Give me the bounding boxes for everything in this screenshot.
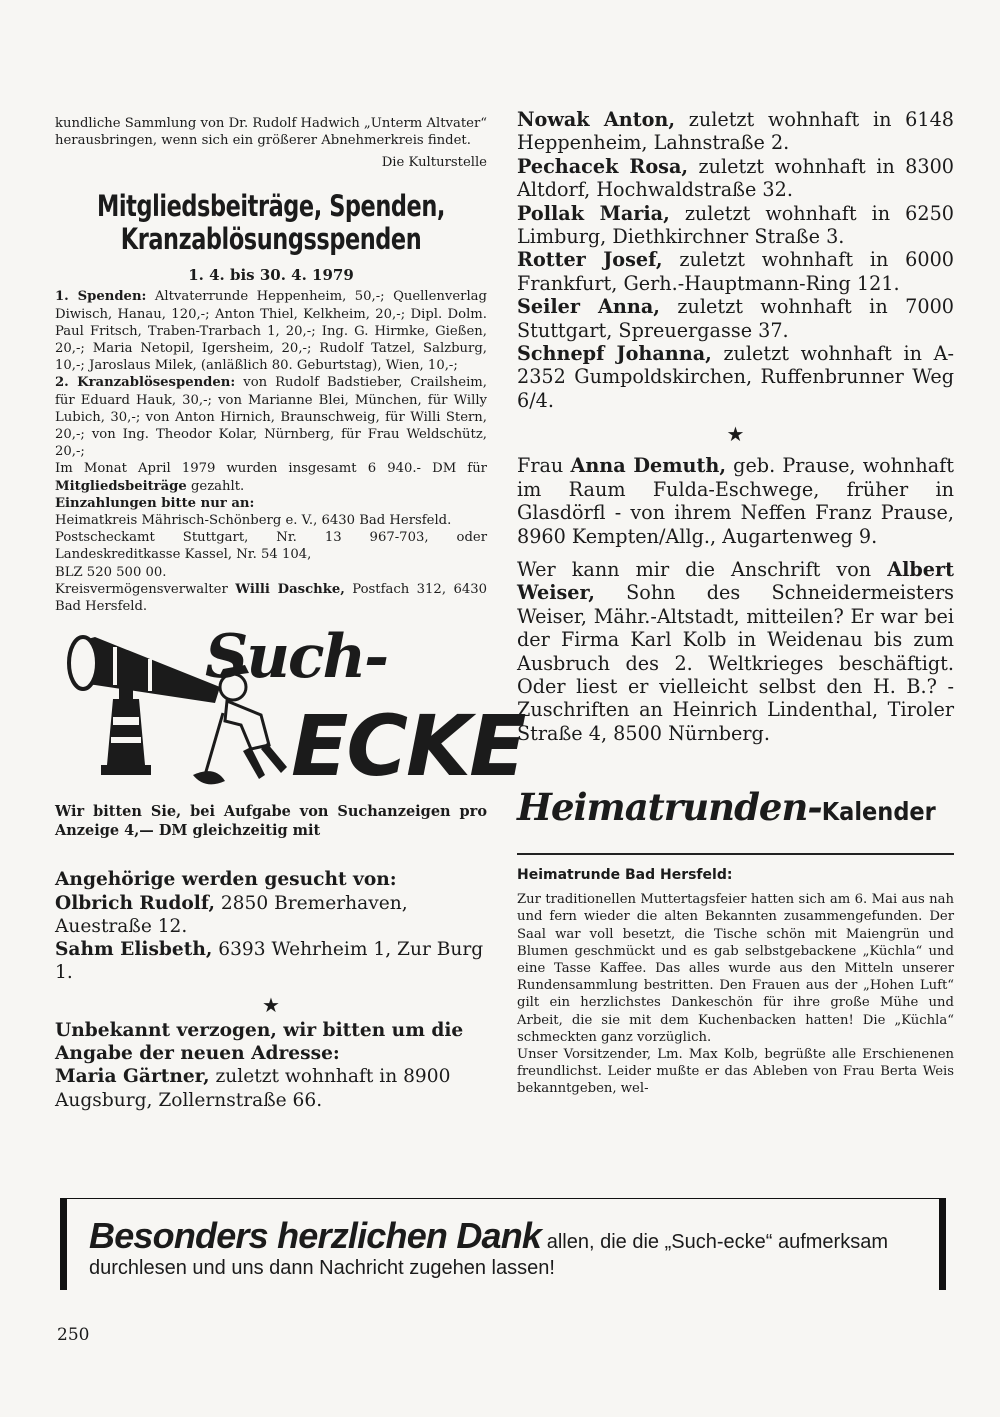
gesucht-entry-2 [55, 938, 487, 985]
gesucht-entry-1 [55, 892, 487, 939]
einz-line-2: Postscheckamt Stuttgart, Nr. 13 967-703, oder Landeskreditkasse Kassel, Nr. 54 104, [55, 530, 487, 563]
entry-text: zuletzt wohnhaft in 7000 Stuttgart, Spreuergasse 37. [517, 295, 954, 342]
thank-big: Besonders herzlichen Dank [89, 1215, 542, 1256]
kranz-text: von Rudolf Badstieber, Crailsheim, für Eduard Hauk, 30,-; von Marianne Blei, München, für Willy Lubich, 30,-; von Anton Hirnich, Braunschweig, für Willi Stern, 20,-; von Ing. Theodor Kolar, Nürnberg, für Frau Weldschütz, 20,-; [55, 375, 488, 460]
entry-name: Rotter Josef, [517, 248, 663, 272]
hersfeld-paragraph-1: Zur traditionellen Muttertagsfeier hatten sich am 6. Mai aus nah und fern wieder die alten Bekannten zusammengefunden. Der Saal war voll besetzt, die Tische schön mit Maiengrün und Blumen geschmückt und es gab selbstgebackene „Küchla“ und eine Tasse Kaffee. Das alles wurde aus den Mitteln unserer Rundensammlung bestritten. Den Frauen aus der „Hohen Luft“ gilt ein herzlichstes Dankeschön für ihre große Mühe und Arbeit, die sie mit dem Kuchenbacken hatten! Die „Küchla“ schmeckten ganz vorzüglich. [517, 892, 954, 1045]
spenden-paragraph [55, 288, 487, 374]
thank-rest: allen, die die „Such-ecke“ aufmerksam durchlesen und uns dann Nachricht zugehen lassen! [89, 1231, 888, 1279]
kalender-script: Heimatrunden- [517, 785, 822, 830]
person-entry-6 [517, 342, 954, 412]
kalender-block: Kalender [821, 797, 936, 827]
einz-line-1: Heimatkreis Mährisch-Schönberg e. V., 6430 Bad Hersfeld. [55, 513, 452, 529]
entry-name: Sahm Elisbeth, [55, 939, 213, 961]
entry-name: Maria Gärtner, [55, 1066, 210, 1088]
gesucht-block [55, 868, 487, 1112]
einzahlungen-heading: Einzahlungen bitte nur an: [55, 495, 255, 511]
signature: Die Kulturstelle [381, 155, 487, 171]
person-entry-4 [517, 248, 954, 295]
heimatrunde-subheading: Heimatrunde Bad Hersfeld: [517, 867, 733, 884]
weiser-paragraph [517, 558, 954, 745]
weiser-pre: Wer kann mir die Anschrift von [517, 557, 888, 581]
april-end: gezahlt. [186, 478, 245, 494]
einz-line-4 [55, 581, 487, 615]
unbekannt-heading: Unbekannt verzogen, wir bitten um die Angabe der neuen Adresse: [55, 1019, 464, 1065]
demuth-pre: Frau [517, 454, 571, 478]
entry-text: geb. Prause, wohnhaft im Raum Fulda-Eschwege, früher in Glasdörfl - von ihrem Neffen Franz Prause, 8960 Kempten/Allg., Augartenweg 9. [517, 454, 954, 548]
logo-block-text: ECKE [291, 697, 525, 796]
star-divider: ★ [262, 992, 280, 1017]
heading-line-1: Mitgliedsbeiträge, Spenden, [97, 189, 445, 224]
logo-illustration [55, 622, 525, 800]
person-entry-3 [517, 202, 954, 249]
unbekannt-entry-1 [55, 1065, 487, 1112]
einzahlungen-label [55, 495, 487, 512]
intro-text: kundliche Sammlung von Dr. Rudolf Hadwich „Unterm Altvater“ herausbringen, wenn sich ein größerer Abnehmerkreis findet. [55, 116, 487, 149]
april-bold: Mitgliedsbeiträge [55, 478, 187, 494]
entry-text: Sohn des Schneidermeisters Weiser, Mähr.-Altstadt, mitteilen? Er war bei der Firma Karl Kolb in Weidenau bis zum Ausbruch des 2. Weltkrieges beschäftigt. Oder liest er vielleicht selbst den H. B.? - Zuschriften an Heinrich Lindenthal, Tiroler Straße 4, 8500 Nürnberg. [517, 581, 954, 745]
spenden-text: Altvaterrunde Heppenheim, 50,-; Quellenverlag Diwisch, Hanau, 120,-; Anton Thiel, Kelkheim, 20,-; Dipl. Dolm. Paul Fritsch, Traben-Trarbach 1, 20,-; Ing. G. Hirmke, Gießen, 20,-; Maria Netopil, Igersheim, 20,-; Rudolf Tatzel, Salzburg, 10,-; Jaroslaus Milek, (anläßlich 80. Geburtstag), Wien, 10,-; [55, 289, 487, 374]
entry-text: 6393 Wehrheim 1, Zur Burg 1. [55, 939, 484, 984]
heading-line-2: Kranzablösungsspenden [120, 222, 422, 257]
kalender-heading [517, 785, 954, 845]
april-paragraph [55, 460, 487, 494]
page-number: 250 [57, 1325, 90, 1345]
fee-note: Wir bitten Sie, bei Aufgabe von Suchanzeigen pro Anzeige 4,— DM gleichzeitig mit [55, 803, 487, 840]
entry-text: zuletzt wohnhaft in 8900 Augsburg, Zollernstraße 66. [55, 1066, 451, 1111]
star-divider: ★ [726, 422, 745, 447]
entry-name: Seiler Anna, [517, 295, 660, 319]
logo-script-text: Such- [205, 622, 388, 693]
entry-name: Albert Weiser, [517, 557, 954, 605]
einz-line-3: BLZ 520 500 00. [55, 564, 167, 580]
april-text: Im Monat April 1979 wurden insgesamt 6 940.- DM für [55, 461, 487, 477]
entry-name: Pollak Maria, [517, 201, 670, 225]
einz-4-post: Postfach 312, 6430 Bad Hersfeld. [55, 581, 488, 615]
person-entry-1 [517, 108, 954, 155]
person-entry-5 [517, 295, 954, 342]
entry-name: Anna Demuth, [570, 454, 727, 478]
right-column [517, 108, 954, 1098]
left-column [55, 115, 525, 1112]
entry-text: zuletzt wohnhaft in 8300 Altdorf, Hochwaldstraße 32. [517, 154, 955, 202]
kranz-label: 2. Kranzablösespenden: [55, 375, 236, 391]
einz-4-bold: Willi Daschke, [235, 581, 345, 597]
tower-icon [107, 699, 145, 765]
entry-name: Pechacek Rosa, [517, 154, 689, 178]
gesucht-heading: Angehörige werden gesucht von: [55, 869, 397, 891]
entry-text: zuletzt wohnhaft in 6250 Limburg, Diethkirchner Straße 3. [517, 201, 954, 249]
such-ecke-logo [55, 622, 525, 800]
kranz-paragraph [55, 374, 487, 460]
spenden-label: 1. Spenden: [55, 289, 147, 305]
section-heading [85, 190, 457, 256]
entry-text: zuletzt wohnhaft in 6148 Heppenheim, Lahnstraße 2. [517, 108, 955, 155]
demuth-paragraph [517, 454, 954, 548]
divider [517, 853, 954, 855]
entry-name: Schnepf Johanna, [517, 342, 712, 366]
thank-you-box [60, 1198, 946, 1290]
entry-text: 2850 Bremerhaven, Auestraße 12. [55, 892, 408, 937]
einz-4-pre: Kreisvermögensverwalter [55, 581, 236, 597]
period: 1. 4. bis 30. 4. 1979 [188, 266, 354, 285]
entry-text: zuletzt wohnhaft in A-2352 Gumpoldskirchen, Ruffenbrunner Weg 6/4. [517, 342, 954, 412]
entry-text: zuletzt wohnhaft in 6000 Frankfurt, Gerh.-Hauptmann-Ring 121. [517, 248, 954, 295]
person-entry-2 [517, 155, 954, 202]
hersfeld-paragraph-2: Unser Vorsitzender, Lm. Max Kolb, begrüßte alle Erschienenen freundlichst. Leider mußte er das Ableben von Frau Berta Weis bekanntgeben, wel- [517, 1046, 954, 1097]
entry-name: Olbrich Rudolf, [55, 892, 215, 914]
entry-name: Nowak Anton, [517, 108, 676, 131]
